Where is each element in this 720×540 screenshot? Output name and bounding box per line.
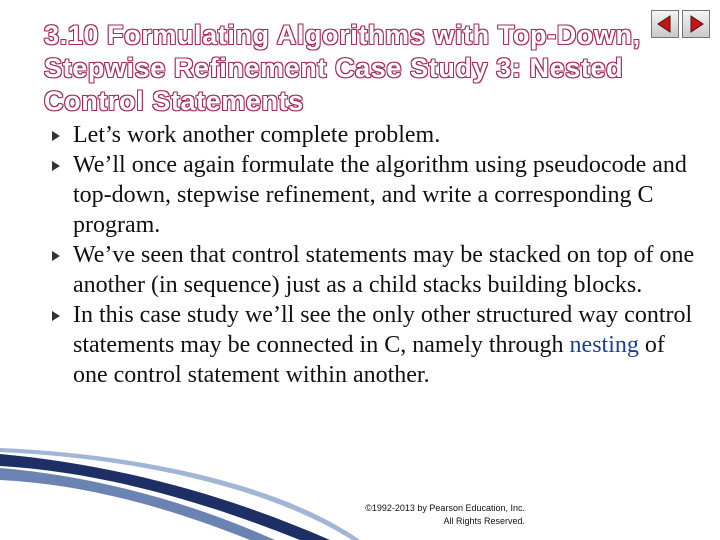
bullet-text: of one control statement within another. — [73, 332, 665, 388]
bullet-item — [52, 300, 702, 390]
right-triangle-icon — [686, 14, 706, 34]
bullet-text: We’ll once again formulate the algorithm using pseudocode and top-down, stepwise refinement, and write a corresponding C program. — [73, 152, 687, 238]
bullet-text: In this case study we’ll see the only other structured way control statements may be connected in C, namely through — [73, 302, 693, 358]
slide-navigation — [651, 10, 710, 38]
bullet-marker-icon — [52, 161, 60, 171]
copyright-line: ©1992-2013 by Pearson Education, Inc. — [365, 503, 525, 513]
bullet-item — [52, 120, 702, 150]
highlighted-term: nesting — [569, 332, 639, 358]
previous-slide-button[interactable] — [651, 10, 679, 38]
bullet-item — [52, 240, 702, 300]
bullet-marker-icon — [52, 131, 60, 141]
bullet-list — [52, 120, 702, 390]
rights-line: All Rights Reserved. — [443, 516, 525, 526]
bullet-marker-icon — [52, 251, 60, 261]
slide-title: 3.10 Formulating Algorithms with Top-Down, Stepwise Refinement Case Study 3: Nested Control Statements — [44, 20, 641, 116]
bullet-text: Let’s work another complete problem. — [73, 122, 441, 148]
copyright-footer — [300, 502, 525, 528]
bullet-text: We’ve seen that control statements may be stacked on top of one another (in sequence) just as a child stacks building blocks. — [73, 242, 695, 298]
left-triangle-icon — [655, 14, 675, 34]
next-slide-button[interactable] — [682, 10, 710, 38]
bullet-marker-icon — [52, 311, 60, 321]
bullet-item — [52, 150, 702, 240]
